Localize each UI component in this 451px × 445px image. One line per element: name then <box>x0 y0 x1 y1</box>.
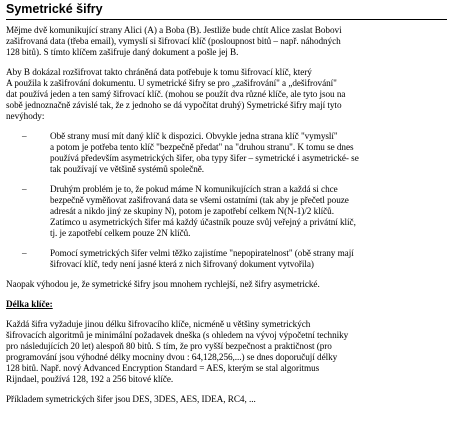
dash-bullet: – <box>22 184 27 194</box>
text-line: Mějme dvě komunikující strany Alici (A) a Boba (B). Jestliže bude chtít Alice zaslat Bobovi <box>6 25 342 35</box>
spacer <box>6 175 447 184</box>
text-line: Obě strany musí mít daný klíč k dispozici. Obvykle jedna strana klíč "vymyslí" <box>50 131 338 141</box>
advantage-paragraph <box>6 279 447 290</box>
text-line: pro následujících 20 let) alespoň 80 bitů. S tím, že pro vyšší bezpečnost a praktičnost (pro <box>6 341 332 351</box>
text-line: šifrovacích algoritmů je minimální požadavek dneška (s ohledem na vývoj výpočetní techniky <box>6 330 349 340</box>
text-line: Každá šifra vyžaduje jinou délku šifrovacího klíče, nicméně u většiny symetrických <box>6 319 311 329</box>
key-length-paragraph <box>6 319 447 385</box>
text-line: 128 bitů. Např. nový Advanced Encryption Standard = AES, kterým se stal algoritmus <box>6 363 320 373</box>
disadvantages-paragraph <box>6 67 447 122</box>
text-line: bezpečně vyměňovat zašifrovaná data se všemi ostatními (tak aby je přečetl pouze <box>50 195 349 205</box>
disadvantages-list <box>6 131 447 270</box>
dash-bullet: – <box>22 131 27 141</box>
text-line: tak používají ve většině systémů společně. <box>50 164 205 174</box>
dash-bullet: – <box>22 248 27 258</box>
spacer <box>6 290 447 299</box>
intro-paragraph <box>6 25 447 58</box>
spacer <box>6 385 447 394</box>
document-title: Symetrické šifry <box>6 2 447 20</box>
text-line: tj. je zapotřebí celkem pouze 2N klíčů. <box>50 228 191 238</box>
spacer <box>6 270 447 279</box>
text-line: sobě jednoznačně závislé tak, že z jednoho se dá vypočítat druhý) Symetrické šifry mají tyto <box>6 100 342 110</box>
text-line: adresát a nikdo jiný ze skupiny N), potom je zapotřebí celkem N(N-1)/2 klíčů. <box>50 206 334 216</box>
document-page <box>6 2 447 405</box>
text-line: zašifrovaná data (třeba email), vymyslí si šifrovací klíč (posloupnost bitů – např. náhodných <box>6 36 341 46</box>
text-line: 128 bitů). S tímto klíčem zašifruje daný dokument a pošle jej B. <box>6 47 239 57</box>
text-line: dat používá jeden a ten samý šifrovací klíč. (mohou se použít dva různé klíče, ale tyto jsou na <box>6 89 346 99</box>
spacer <box>6 122 447 131</box>
text-line: Druhým problém je to, že pokud máme N komunikujících stran a každá si chce <box>50 184 338 194</box>
text-line: Naopak výhodou je, že symetrické šifry jsou mnohem rychlejší, než šifry asymetrické. <box>6 279 320 289</box>
text-line: Aby B dokázal rozšifrovat takto chráněná data potřebuje k tomu šifrovací klíč, který <box>6 67 312 77</box>
text-line: nevýhody: <box>6 111 45 121</box>
text-line: programování jsou výhodné délky mocniny dvou : 64,128,256,...) se dnes doporučují délky <box>6 352 338 362</box>
text-line: a potom je potřeba tento klíč "bezpečně předat" na "druhou stranu". K tomu se dnes <box>50 142 354 152</box>
text-line: Příkladem symetrických šifer jsou DES, 3DES, AES, IDEA, RC4, ... <box>6 394 256 404</box>
spacer <box>6 239 447 248</box>
list-item <box>6 248 447 270</box>
spacer <box>6 310 447 319</box>
text-line: A použila k zašifrování dokumentu. U symetrické šifry se pro „zašifrování" a „dešifrování" <box>6 78 337 88</box>
text-line: používá především asymetrických šifer, oba typy šifer – symetrické i asymetrické- se <box>50 153 359 163</box>
text-line: Rijndael, používá 128, 192 a 256 bitové klíče. <box>6 374 174 384</box>
examples-paragraph <box>6 394 447 405</box>
text-line: Pomocí symetrických šifer velmi těžko zajistíme "nepopiratelnost" (obě strany mají <box>50 248 354 258</box>
spacer <box>6 58 447 67</box>
key-length-heading: Délka klíče: <box>6 299 53 309</box>
text-line: šifrovací klíč, tedy není jasné která z nich šifrovaný dokument vytvořila) <box>50 259 314 269</box>
list-item <box>6 184 447 239</box>
text-line: Zatímco u asymetrických šifer má každý účastník pouze svůj veřejný a privátní klíč, <box>50 217 356 227</box>
list-item <box>6 131 447 175</box>
